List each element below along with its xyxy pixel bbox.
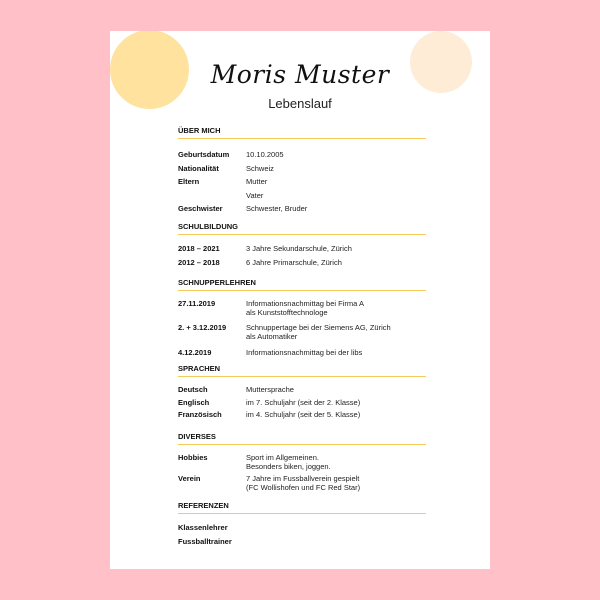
- row-key: Englisch: [178, 397, 210, 407]
- section-title: SCHULBILDUNG: [178, 222, 426, 235]
- row-key: 27.11.2019: [178, 299, 216, 308]
- row-key: Geschwister: [178, 204, 223, 213]
- row-key: 4.12.2019: [178, 348, 212, 357]
- row-value: Schnuppertage bei der Siemens AG, Zürich: [246, 323, 391, 332]
- info-row: [178, 324, 426, 341]
- row-value-line2: Besonders biken, joggen.: [246, 461, 331, 471]
- section-title: REFERENZEN: [178, 501, 426, 514]
- row-value: 6 Jahre Primarschule, Zürich: [246, 257, 342, 267]
- row-key: Französisch: [178, 410, 222, 419]
- row-key: Klassenlehrer: [178, 523, 228, 532]
- row-value: 7 Jahre im Fussballverein gespielt: [246, 474, 360, 483]
- cv-subtitle: Lebenslauf: [268, 96, 332, 111]
- section-sprachen: [178, 364, 426, 420]
- info-row: [178, 178, 426, 187]
- info-row: [178, 399, 426, 408]
- info-row: [178, 259, 426, 268]
- section-referenzen: [178, 501, 426, 546]
- row-value: 3 Jahre Sekundarschule, Zürich: [246, 244, 352, 253]
- row-value-line2: als Automatiker: [246, 331, 298, 341]
- info-row: [178, 538, 426, 547]
- info-row: [178, 245, 426, 254]
- row-key: Eltern: [178, 177, 200, 186]
- info-row: [178, 151, 426, 160]
- row-key: Geburtsdatum: [178, 150, 230, 159]
- info-row: [178, 205, 426, 214]
- row-key: Verein: [178, 474, 201, 483]
- row-value: Muttersprache: [246, 385, 294, 394]
- row-key: 2018 – 2021: [178, 244, 220, 253]
- section-title: DIVERSES: [178, 432, 426, 445]
- row-value: im 7. Schuljahr (seit der 2. Klasse): [246, 397, 361, 407]
- row-value: Sport im Allgemeinen.: [246, 453, 319, 462]
- section-title: SCHNUPPERLEHREN: [178, 278, 426, 291]
- row-key: Hobbies: [178, 453, 208, 462]
- row-value: Informationsnachmittag bei Firma A: [246, 299, 364, 308]
- section-schulbildung: [178, 222, 426, 267]
- row-key: Fussballtrainer: [178, 536, 232, 546]
- row-value: 10.10.2005: [246, 150, 284, 159]
- info-row: [178, 300, 426, 317]
- row-value: Mutter: [246, 177, 268, 186]
- row-value-line2: als Kunststofftechnologe: [246, 307, 328, 317]
- section-title: ÜBER MICH: [178, 126, 426, 139]
- info-row: [178, 454, 426, 471]
- section-diverses: [178, 432, 426, 492]
- row-key: Deutsch: [178, 385, 208, 394]
- info-row: [178, 524, 426, 533]
- row-value: Schweiz: [246, 163, 274, 173]
- info-row: [178, 475, 426, 492]
- cv-page: [110, 31, 490, 569]
- section-title: SPRACHEN: [178, 364, 426, 377]
- row-key: Nationalität: [178, 163, 219, 173]
- info-row: [178, 349, 426, 358]
- info-row: [178, 192, 426, 201]
- row-value-line2: (FC Wollishofen und FC Red Star): [246, 482, 361, 492]
- row-key: 2. + 3.12.2019: [178, 323, 227, 332]
- info-row: [178, 165, 426, 174]
- info-row: [178, 386, 426, 395]
- row-value: Vater: [246, 190, 264, 200]
- row-value: Schwester, Bruder: [246, 204, 308, 213]
- info-row: [178, 411, 426, 420]
- section-schnupperlehren: [178, 278, 426, 358]
- row-value: Informationsnachmittag bei der libs: [246, 348, 363, 357]
- section-ueber-mich: [178, 126, 426, 214]
- row-key: 2012 – 2018: [178, 257, 220, 267]
- row-value: im 4. Schuljahr (seit der 5. Klasse): [246, 410, 361, 419]
- cv-name: Moris Muster: [210, 60, 390, 89]
